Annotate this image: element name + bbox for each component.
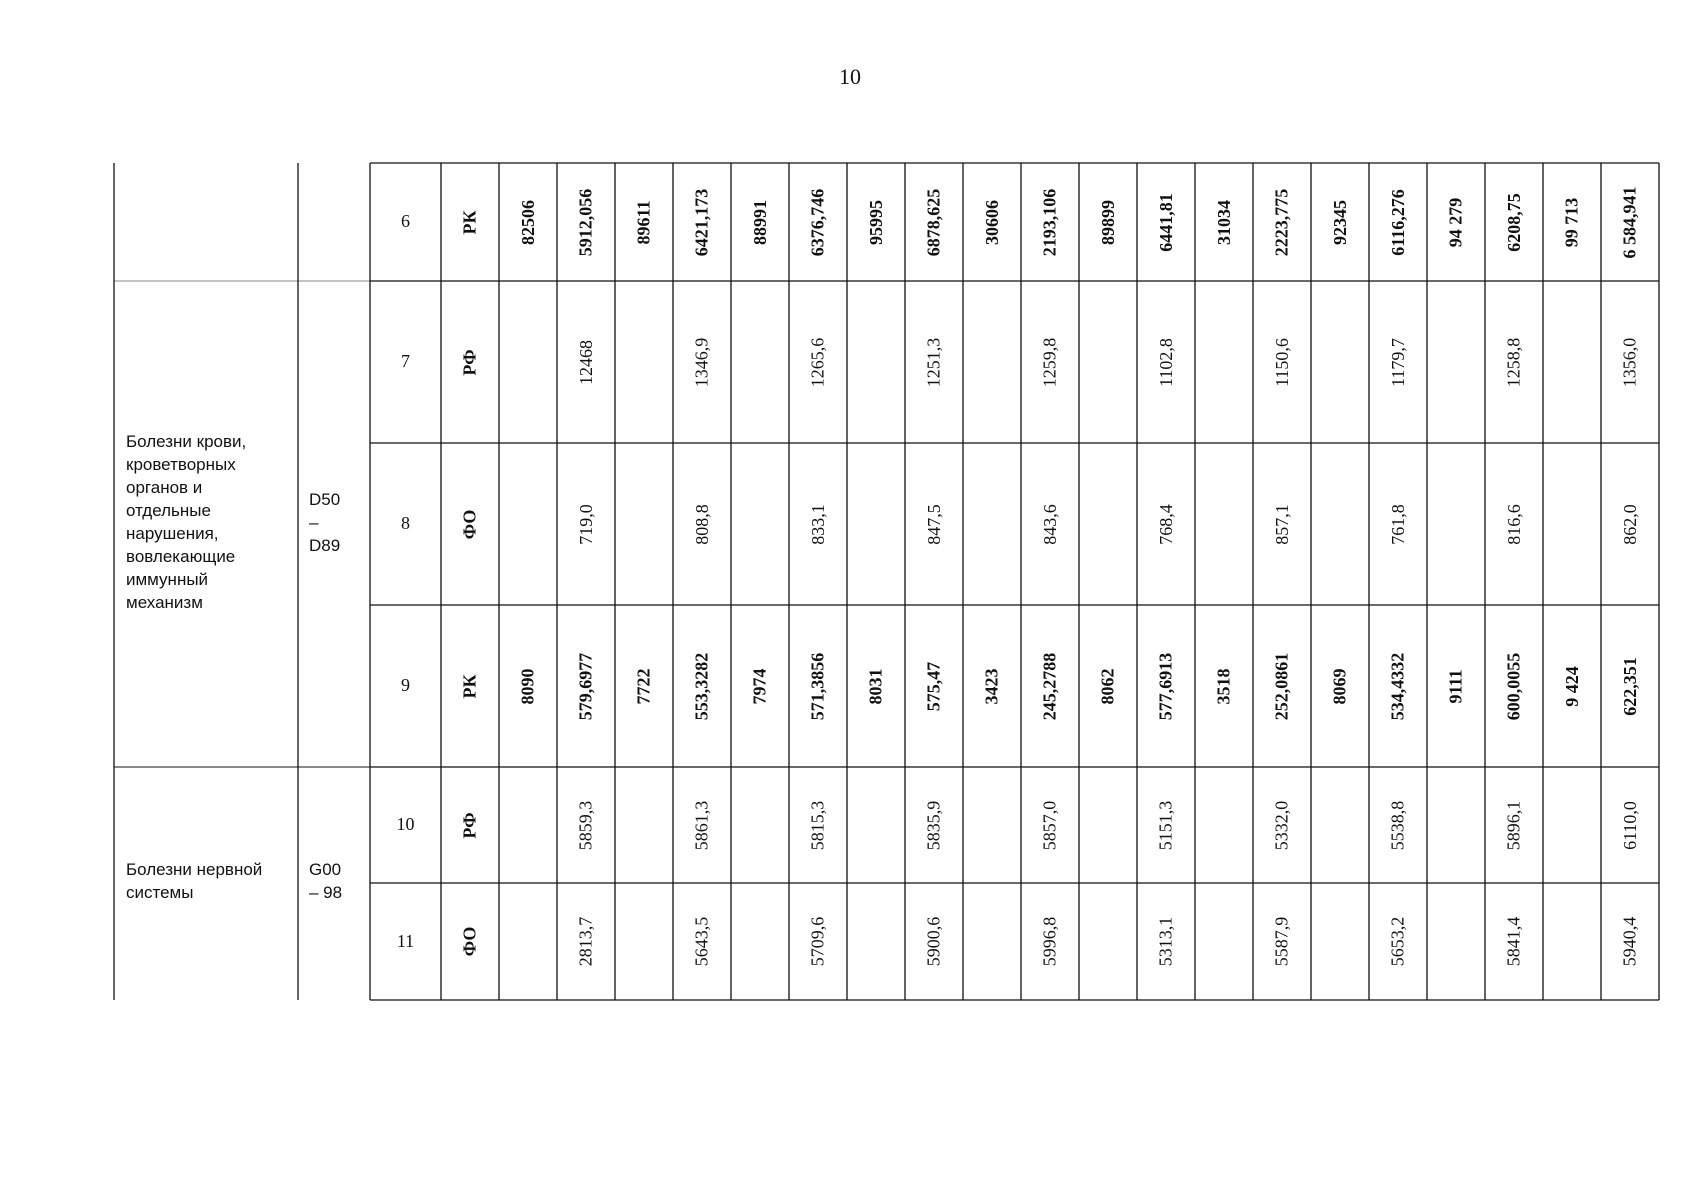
- table-cell: 1346,9: [691, 337, 712, 387]
- disease-group-name: Болезни крови, кроветворных органов и отдельные нарушения, вовлекающие иммунный механизм: [126, 432, 247, 612]
- row-number: 6: [401, 211, 410, 231]
- row-number: 8: [401, 513, 410, 533]
- row-number: 10: [396, 814, 415, 834]
- page-number: 10: [839, 64, 861, 89]
- row-number: 9: [401, 675, 410, 695]
- table-cell: 5857,0: [1039, 800, 1060, 850]
- table-cell: 31034: [1213, 199, 1234, 245]
- table-cell: 94 279: [1445, 197, 1466, 247]
- row-number: 11: [396, 930, 415, 951]
- region-label: РФ: [459, 811, 480, 839]
- table-cell: 5859,3: [575, 800, 596, 850]
- table-cell: 6208,75: [1503, 192, 1524, 252]
- table-cell: 5587,9: [1271, 916, 1292, 967]
- region-label: ФО: [459, 926, 480, 957]
- table-cell: 82506: [517, 199, 538, 245]
- table-cell: 1102,8: [1155, 337, 1176, 387]
- table-cell: 89611: [633, 199, 654, 245]
- table-cell: 5313,1: [1155, 916, 1176, 967]
- table-cell: 571,3856: [807, 652, 828, 720]
- icd-code: G00 – 98: [309, 860, 343, 902]
- region-label: РК: [459, 209, 480, 235]
- table-cell: 1251,3: [923, 337, 944, 387]
- table-cell: 6421,173: [691, 188, 712, 256]
- table-cell: 6376,746: [807, 188, 828, 256]
- table-cell: 600,0055: [1503, 652, 1524, 720]
- table-cell: 95995: [865, 199, 886, 245]
- region-label: РК: [459, 673, 480, 699]
- table-cell: 1258,8: [1503, 337, 1524, 387]
- icd-code: D50 – D89: [309, 490, 341, 555]
- table-cell: 3423: [981, 668, 1002, 704]
- table-cell: 6 584,941: [1619, 186, 1640, 258]
- table-cell: 5332,0: [1271, 800, 1292, 850]
- table-cell: 622,351: [1619, 656, 1640, 716]
- table-cell: 1356,0: [1619, 337, 1640, 387]
- table-cell: 816,6: [1503, 503, 1524, 545]
- table-cell: 5653,2: [1387, 916, 1408, 967]
- table-cell: 577,6913: [1155, 652, 1176, 720]
- table-cell: 8069: [1329, 668, 1350, 704]
- table-cell: 5900,6: [923, 916, 944, 967]
- table-cell: 1259,8: [1039, 337, 1060, 387]
- table-cell: 808,8: [691, 503, 712, 545]
- table-cell: 5996,8: [1039, 916, 1060, 967]
- table-cell: 7722: [633, 668, 654, 704]
- table-cell: 3518: [1213, 668, 1234, 704]
- table-cell: 5912,056: [575, 188, 596, 256]
- table-cell: 1179,7: [1387, 337, 1408, 387]
- table-cell: 553,3282: [691, 652, 712, 720]
- table-cell: 5841,4: [1503, 916, 1524, 967]
- table-cell: 5538,8: [1387, 800, 1408, 850]
- table-cell: 89899: [1097, 199, 1118, 245]
- table-cell: 5861,3: [691, 800, 712, 850]
- region-label: РФ: [459, 348, 480, 376]
- table-cell: 99 713: [1561, 197, 1582, 247]
- table-cell: 2223,775: [1271, 188, 1292, 256]
- table-cell: 5709,6: [807, 916, 828, 967]
- table-cell: 12468: [575, 339, 596, 385]
- table-cell: 5151,3: [1155, 800, 1176, 850]
- table-cell: 8090: [517, 668, 538, 704]
- table-cell: 5940,4: [1619, 916, 1640, 967]
- table-cell: 6110,0: [1619, 800, 1640, 850]
- table-cell: 8062: [1097, 668, 1118, 704]
- disease-group-name: Болезни нервной системы: [126, 860, 263, 902]
- region-label: ФО: [459, 509, 480, 539]
- table-cell: 847,5: [923, 503, 944, 545]
- row-number: 7: [401, 351, 410, 371]
- table-cell: 862,0: [1619, 503, 1640, 545]
- table-cell: 5835,9: [923, 800, 944, 850]
- table-cell: 857,1: [1271, 503, 1292, 545]
- table-cell: 252,0861: [1271, 652, 1292, 720]
- table-cell: 6878,625: [923, 188, 944, 256]
- table-cell: 761,8: [1387, 503, 1408, 545]
- table-cell: 8031: [865, 668, 886, 704]
- table-cell: 6116,276: [1387, 188, 1408, 256]
- table-cell: 2193,106: [1039, 188, 1060, 256]
- table-cell: 6441,81: [1155, 192, 1176, 252]
- table-cell: 5896,1: [1503, 800, 1524, 850]
- table-cell: 7974: [749, 668, 770, 704]
- table-cell: 5643,5: [691, 916, 712, 967]
- table-cell: 575,47: [923, 661, 944, 711]
- table-cell: 88991: [749, 199, 770, 245]
- table-cell: 843,6: [1039, 503, 1060, 545]
- table-cell: 719,0: [575, 503, 596, 545]
- table-cell: 30606: [981, 199, 1002, 245]
- table-cell: 579,6977: [575, 652, 596, 720]
- table-cell: 245,2788: [1039, 652, 1060, 720]
- table-cell: 534,4332: [1387, 652, 1408, 720]
- table-cell: 833,1: [807, 503, 828, 545]
- table-cell: 9111: [1445, 668, 1466, 704]
- table-cell: 2813,7: [575, 916, 596, 967]
- table-cell: 9 424: [1561, 665, 1582, 707]
- table-cell: 768,4: [1155, 503, 1176, 545]
- table-cell: 1265,6: [807, 337, 828, 387]
- table-cell: 1150,6: [1271, 337, 1292, 387]
- table-cell: 92345: [1329, 199, 1350, 245]
- table-cell: 5815,3: [807, 800, 828, 850]
